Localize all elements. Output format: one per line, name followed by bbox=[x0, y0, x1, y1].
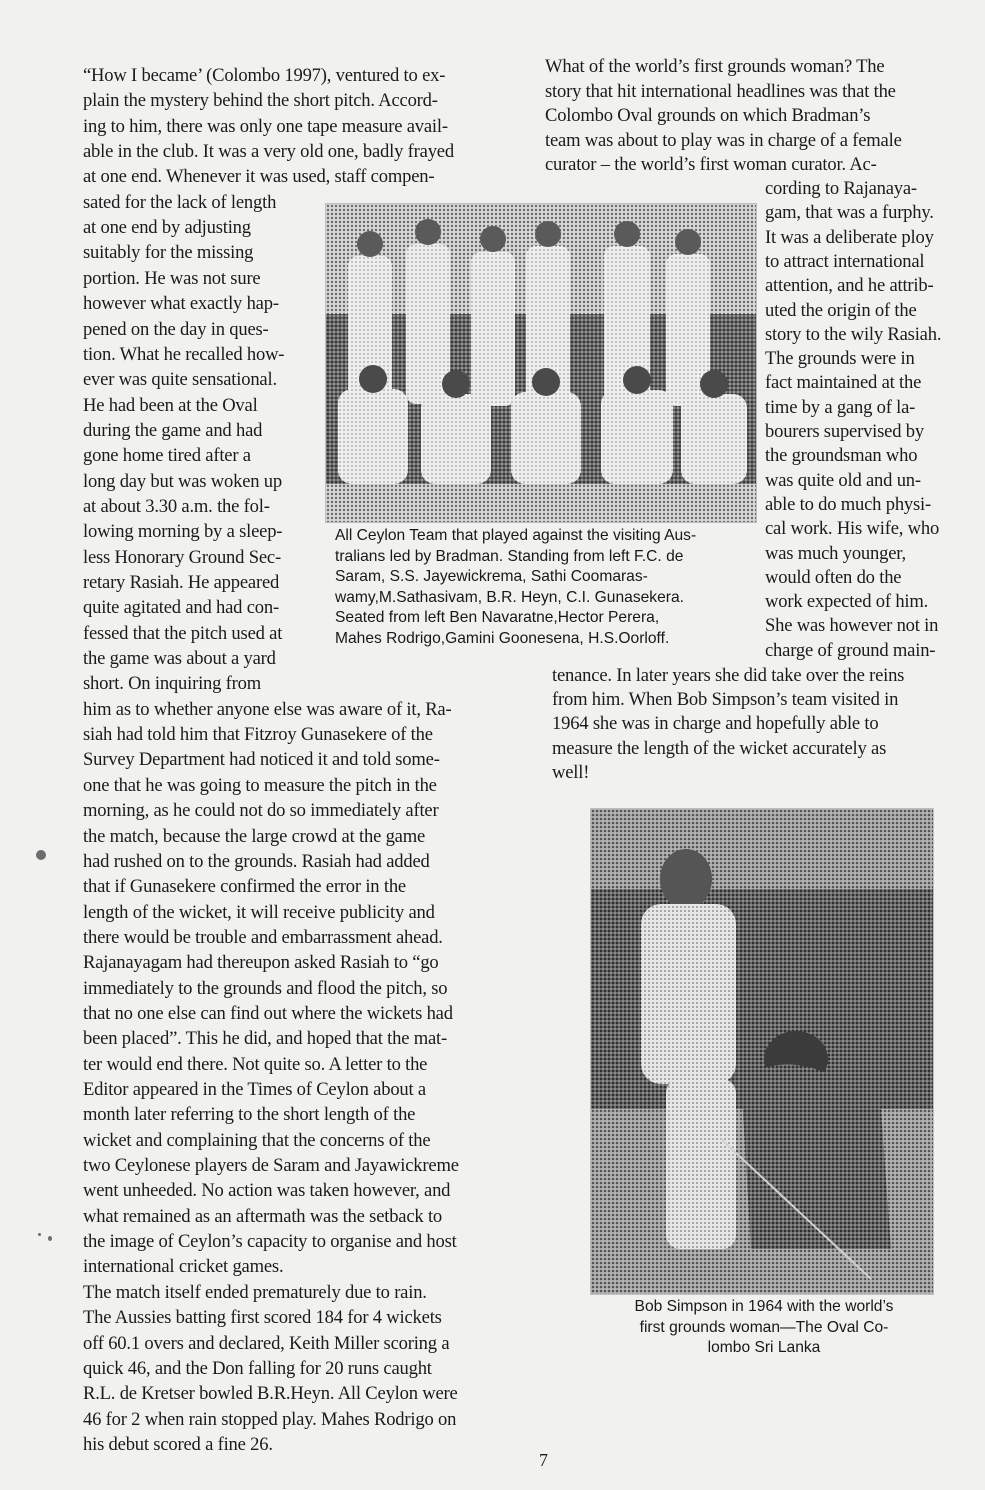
text-line: ter would end there. Not quite so. A letter to the bbox=[83, 1053, 428, 1075]
text-line: well! bbox=[552, 761, 590, 783]
text-line: able to do much physi- bbox=[765, 493, 932, 515]
text-line: able in the club. It was a very old one, badly frayed bbox=[83, 141, 454, 163]
scan-speck bbox=[38, 1233, 41, 1236]
text-line: short. On inquiring from bbox=[83, 673, 262, 695]
text-line: morning, as he could not do so immediately after bbox=[83, 800, 439, 822]
scan-speck bbox=[48, 1236, 52, 1241]
text-line: measure the length of the wicket accurately as bbox=[552, 737, 887, 759]
text-line: less Honorary Ground Sec- bbox=[83, 546, 281, 568]
text-line: portion. He was not sure bbox=[83, 267, 261, 289]
text-line: The Aussies batting first scored 184 for 4 wickets bbox=[83, 1307, 442, 1329]
text-line: siah had told him that Fitzroy Gunasekere of the bbox=[83, 724, 433, 746]
text-line: him as to whether anyone else was aware of it, Ra- bbox=[83, 698, 452, 720]
text-line: It was a deliberate ploy bbox=[765, 226, 934, 248]
text-line: fact maintained at the bbox=[765, 372, 922, 394]
simpson-photo-image bbox=[591, 809, 933, 1294]
page-number: 7 bbox=[539, 1450, 548, 1470]
text-line: during the game and had bbox=[83, 419, 263, 441]
text-line: cording to Rajanaya- bbox=[765, 178, 917, 199]
text-line: quite agitated and had con- bbox=[83, 597, 279, 619]
text-line: The match itself ended prematurely due to rain. bbox=[83, 1281, 427, 1303]
text-line: quick 46, and the Don falling for 20 runs caught bbox=[83, 1357, 432, 1379]
caption-line: tralians led by Bradman. Standing from left F.C. de bbox=[335, 547, 684, 565]
caption-line: first grounds woman—The Oval Co- bbox=[639, 1318, 889, 1336]
text-line: at one end by adjusting bbox=[83, 217, 251, 239]
text-line: from him. When Bob Simpson’s team visited in bbox=[552, 689, 899, 711]
caption-line: Seated from left Ben Navaratne,Hector Perera, bbox=[335, 609, 660, 627]
text-line: at about 3.30 a.m. the fol- bbox=[83, 495, 270, 517]
text-line: bourers supervised by bbox=[765, 421, 924, 442]
text-line: off 60.1 overs and declared, Keith Miller scoring a bbox=[83, 1332, 450, 1354]
text-line: “How I became’ (Colombo 1997), ventured to ex- bbox=[83, 65, 446, 86]
simpson-photo bbox=[590, 808, 934, 1295]
text-line: pened on the day in ques- bbox=[83, 318, 269, 340]
text-line: team was about to play was in charge of a female bbox=[545, 129, 902, 151]
text-line: cal work. His wife, who bbox=[765, 518, 940, 540]
text-line: uted the origin of the bbox=[765, 299, 917, 321]
text-line: went unheeded. No action was taken however, and bbox=[83, 1180, 451, 1202]
text-line: length of the wicket, it will receive publicity and bbox=[83, 901, 435, 923]
text-line: however what exactly hap- bbox=[83, 293, 279, 315]
text-line: time by a gang of la- bbox=[765, 396, 916, 418]
caption-line: Bob Simpson in 1964 with the world’s bbox=[634, 1298, 894, 1315]
text-line: She was however not in bbox=[765, 615, 939, 637]
text-line: What of the world’s first grounds woman? The bbox=[545, 56, 885, 77]
text-line: work expected of him. bbox=[765, 591, 929, 613]
text-line: international cricket games. bbox=[83, 1256, 284, 1278]
text-line: immediately to the grounds and flood the pitch, so bbox=[83, 977, 448, 999]
scan-speck bbox=[36, 850, 46, 860]
text-line: gone home tired after a bbox=[83, 445, 251, 467]
caption-line: Saram, S.S. Jayewickrema, Sathi Coomaras- bbox=[335, 568, 648, 586]
text-line: ing to him, there was only one tape measure avail- bbox=[83, 115, 448, 137]
text-line: been placed”. This he did, and hoped that the mat- bbox=[83, 1028, 447, 1050]
text-line: month later referring to the short length of the bbox=[83, 1104, 416, 1126]
text-line: that if Gunasekere confirmed the error in the bbox=[83, 876, 406, 898]
text-line: tenance. In later years she did take over the reins bbox=[552, 665, 905, 686]
text-line: his debut scored a fine 26. bbox=[83, 1433, 273, 1455]
text-line: that no one else can find out where the wickets had bbox=[83, 1002, 453, 1024]
text-line: two Ceylonese players de Saram and Jayawickreme bbox=[83, 1155, 459, 1177]
text-line: long day but was woken up bbox=[83, 470, 282, 492]
text-line: sated for the lack of length bbox=[83, 191, 277, 213]
text-line: tion. What he recalled how- bbox=[83, 343, 285, 365]
text-line: suitably for the missing bbox=[83, 242, 254, 264]
text-line: gam, that was a furphy. bbox=[765, 202, 934, 224]
text-line: at one end. Whenever it was used, staff compen- bbox=[83, 166, 435, 188]
text-line: Rajanayagam had thereupon asked Rasiah to “go bbox=[83, 952, 439, 974]
text-line: curator – the world’s first woman curator. Ac- bbox=[545, 154, 877, 175]
text-line: 1964 she was in charge and hopefully able to bbox=[552, 713, 879, 735]
text-line: R.L. de Kretser bowled B.R.Heyn. All Ceylon were bbox=[83, 1383, 458, 1405]
text-line: Survey Department had noticed it and told some- bbox=[83, 749, 440, 771]
text-line: story to the wily Rasiah. bbox=[765, 323, 942, 345]
text-line: Colombo Oval grounds on which Bradman’s bbox=[545, 105, 871, 126]
caption-line: lombo Sri Lanka bbox=[707, 1339, 821, 1356]
text-line: fessed that the pitch used at bbox=[83, 622, 283, 644]
caption-line: Mahes Rodrigo,Gamini Goonesena, H.S.Oorloff. bbox=[335, 630, 670, 647]
text-line: He had been at the Oval bbox=[83, 394, 258, 416]
text-line: The grounds were in bbox=[765, 348, 915, 370]
text-line: was quite old and un- bbox=[765, 469, 921, 491]
text-line: ever was quite sensational. bbox=[83, 369, 277, 391]
text-line: was much younger, bbox=[765, 542, 906, 564]
text-line: one that he was going to measure the pitch in the bbox=[83, 774, 437, 796]
text-line: attention, and he attrib- bbox=[765, 275, 934, 297]
text-line: the image of Ceylon’s capacity to organise and host bbox=[83, 1231, 457, 1253]
team-photo bbox=[325, 203, 757, 523]
text-line: the groundsman who bbox=[765, 445, 918, 467]
text-line: plain the mystery behind the short pitch. Accord- bbox=[83, 90, 438, 112]
text-line: wicket and complaining that the concerns of the bbox=[83, 1129, 431, 1151]
text-line: 46 for 2 when rain stopped play. Mahes Rodrigo on bbox=[83, 1408, 457, 1430]
text-line: the game was about a yard bbox=[83, 648, 276, 670]
text-line: had rushed on to the grounds. Rasiah had added bbox=[83, 850, 430, 872]
text-line: there would be trouble and embarrassment ahead. bbox=[83, 926, 443, 948]
text-line: to attract international bbox=[765, 250, 925, 272]
caption-line: wamy,M.Sathasivam, B.R. Heyn, C.I. Gunasekera. bbox=[335, 588, 684, 606]
text-line: charge of ground main- bbox=[765, 639, 936, 661]
caption-line: All Ceylon Team that played against the visiting Aus- bbox=[335, 527, 697, 544]
text-line: retary Rasiah. He appeared bbox=[83, 572, 280, 593]
text-line: would often do the bbox=[765, 566, 902, 588]
text-line: the match, because the large crowd at the game bbox=[83, 825, 426, 847]
team-photo-image bbox=[326, 204, 756, 522]
text-line: story that hit international headlines was that the bbox=[545, 80, 896, 102]
text-line: what remained as an aftermath was the setback to bbox=[83, 1205, 443, 1227]
text-line: Editor appeared in the Times of Ceylon about a bbox=[83, 1079, 426, 1100]
text-line: lowing morning by a sleep- bbox=[83, 521, 283, 543]
